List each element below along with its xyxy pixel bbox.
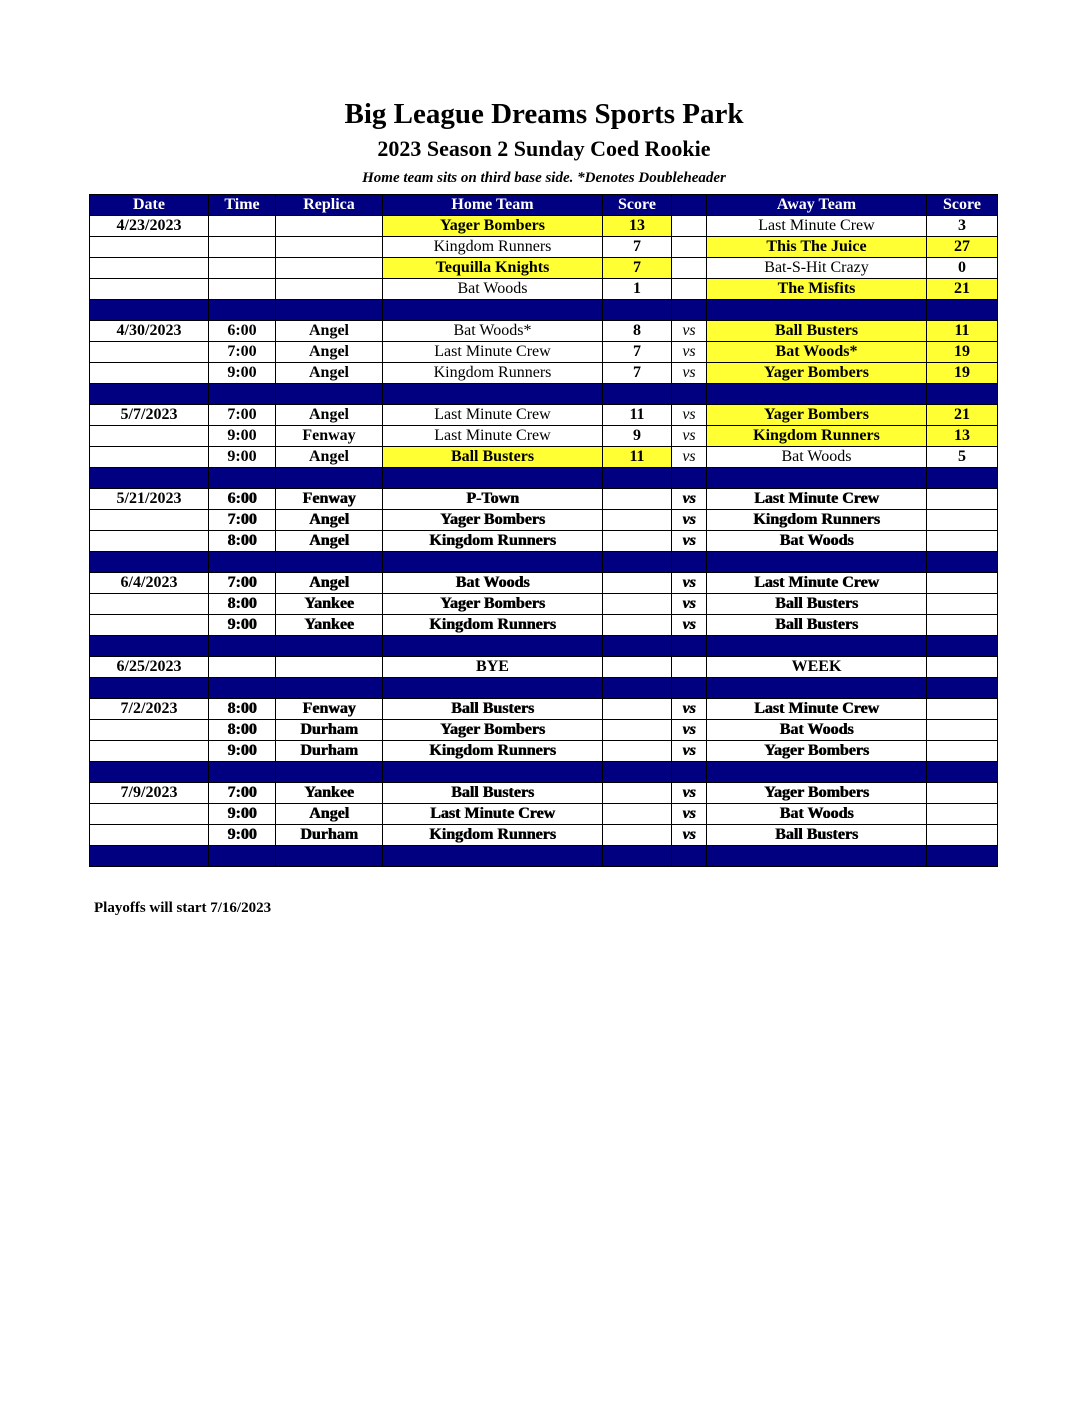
separator-cell	[90, 468, 209, 489]
table-row	[90, 594, 998, 615]
replica-cell: Durham	[276, 741, 383, 762]
separator-cell	[672, 468, 707, 489]
away-score-cell: 19	[927, 342, 998, 363]
home-team-cell: P-Town	[383, 489, 603, 510]
table-row	[90, 447, 998, 468]
away-team-cell: Yager Bombers	[707, 405, 927, 426]
time-cell	[209, 279, 276, 300]
vs-cell: vs	[672, 426, 707, 447]
week-separator-row	[90, 468, 998, 489]
away-team-cell: Last Minute Crew	[707, 216, 927, 237]
home-team-cell: Last Minute Crew	[383, 405, 603, 426]
date-cell: 5/21/2023	[90, 489, 209, 510]
away-team-cell: Last Minute Crew	[707, 699, 927, 720]
away-score-cell: 13	[927, 426, 998, 447]
date-cell	[90, 279, 209, 300]
replica-cell: Angel	[276, 510, 383, 531]
date-cell	[90, 237, 209, 258]
separator-cell	[276, 678, 383, 699]
time-cell: 8:00	[209, 594, 276, 615]
date-cell	[90, 615, 209, 636]
date-cell	[90, 447, 209, 468]
date-cell: 6/25/2023	[90, 657, 209, 678]
away-team-cell: Bat Woods	[707, 720, 927, 741]
home-team-cell: Kingdom Runners	[383, 615, 603, 636]
column-header-date: Date	[90, 195, 209, 216]
away-score-cell	[927, 510, 998, 531]
separator-cell	[672, 300, 707, 321]
separator-cell	[383, 300, 603, 321]
separator-cell	[672, 762, 707, 783]
separator-cell	[383, 384, 603, 405]
page-subtitle: 2023 Season 2 Sunday Coed Rookie	[377, 136, 711, 161]
time-cell	[209, 657, 276, 678]
week-separator-row	[90, 552, 998, 573]
time-cell: 8:00	[209, 699, 276, 720]
time-cell: 9:00	[209, 363, 276, 384]
table-row	[90, 573, 998, 594]
home-team-cell: Bat Woods	[383, 279, 603, 300]
replica-cell: Yankee	[276, 783, 383, 804]
separator-cell	[672, 636, 707, 657]
date-cell: 6/4/2023	[90, 573, 209, 594]
vs-cell	[672, 216, 707, 237]
separator-cell	[383, 678, 603, 699]
time-cell: 9:00	[209, 426, 276, 447]
separator-cell	[707, 846, 927, 867]
separator-cell	[90, 636, 209, 657]
separator-cell	[707, 300, 927, 321]
separator-cell	[672, 846, 707, 867]
away-team-cell: Ball Busters	[707, 321, 927, 342]
playoffs-note: Playoffs will start 7/16/2023	[94, 900, 272, 916]
replica-cell: Angel	[276, 447, 383, 468]
away-score-cell	[927, 699, 998, 720]
replica-cell: Angel	[276, 804, 383, 825]
time-cell: 8:00	[209, 720, 276, 741]
separator-cell	[707, 552, 927, 573]
week-separator-row	[90, 384, 998, 405]
separator-cell	[209, 300, 276, 321]
table-header-row	[90, 195, 998, 216]
home-score-cell: 13	[603, 216, 672, 237]
table-row	[90, 489, 998, 510]
away-team-cell: Bat Woods*	[707, 342, 927, 363]
away-score-cell	[927, 720, 998, 741]
vs-cell: vs	[672, 699, 707, 720]
separator-cell	[383, 636, 603, 657]
away-team-cell: Bat Woods	[707, 804, 927, 825]
time-cell	[209, 237, 276, 258]
away-score-cell: 0	[927, 258, 998, 279]
away-score-cell: 11	[927, 321, 998, 342]
away-team-cell: Kingdom Runners	[707, 510, 927, 531]
vs-cell: vs	[672, 783, 707, 804]
away-team-cell: This The Juice	[707, 237, 927, 258]
separator-cell	[383, 468, 603, 489]
separator-cell	[927, 552, 998, 573]
away-score-cell	[927, 531, 998, 552]
away-score-cell	[927, 741, 998, 762]
away-team-cell: Yager Bombers	[707, 741, 927, 762]
home-team-cell: Yager Bombers	[383, 594, 603, 615]
away-score-cell	[927, 615, 998, 636]
separator-cell	[603, 552, 672, 573]
time-cell: 9:00	[209, 615, 276, 636]
week-separator-row	[90, 762, 998, 783]
date-cell	[90, 594, 209, 615]
vs-cell: vs	[672, 804, 707, 825]
away-score-cell: 21	[927, 279, 998, 300]
table-row	[90, 258, 998, 279]
vs-cell: vs	[672, 531, 707, 552]
away-team-cell: Kingdom Runners	[707, 426, 927, 447]
away-score-cell: 3	[927, 216, 998, 237]
away-team-cell: Ball Busters	[707, 594, 927, 615]
home-score-cell: 7	[603, 363, 672, 384]
separator-cell	[209, 552, 276, 573]
table-row	[90, 363, 998, 384]
away-team-cell: The Misfits	[707, 279, 927, 300]
column-header-replica: Replica	[276, 195, 383, 216]
separator-cell	[927, 846, 998, 867]
replica-cell: Fenway	[276, 699, 383, 720]
vs-cell: vs	[672, 321, 707, 342]
date-cell: 4/30/2023	[90, 321, 209, 342]
replica-cell: Fenway	[276, 426, 383, 447]
separator-cell	[603, 678, 672, 699]
table-row	[90, 657, 998, 678]
away-score-cell	[927, 594, 998, 615]
away-score-cell	[927, 825, 998, 846]
home-team-cell: Kingdom Runners	[383, 825, 603, 846]
vs-cell	[672, 258, 707, 279]
vs-cell	[672, 279, 707, 300]
replica-cell: Yankee	[276, 594, 383, 615]
away-team-cell: Last Minute Crew	[707, 489, 927, 510]
separator-cell	[276, 300, 383, 321]
separator-cell	[90, 300, 209, 321]
replica-cell: Angel	[276, 321, 383, 342]
separator-cell	[707, 384, 927, 405]
home-team-cell: Last Minute Crew	[383, 804, 603, 825]
time-cell: 9:00	[209, 447, 276, 468]
date-cell	[90, 720, 209, 741]
separator-cell	[603, 300, 672, 321]
separator-cell	[927, 384, 998, 405]
week-separator-row	[90, 636, 998, 657]
separator-cell	[276, 384, 383, 405]
time-cell: 9:00	[209, 741, 276, 762]
separator-cell	[927, 678, 998, 699]
week-separator-row	[90, 300, 998, 321]
vs-cell: vs	[672, 594, 707, 615]
separator-cell	[383, 846, 603, 867]
separator-cell	[927, 300, 998, 321]
away-team-cell: Yager Bombers	[707, 783, 927, 804]
time-cell: 9:00	[209, 825, 276, 846]
away-score-cell: 19	[927, 363, 998, 384]
home-score-cell	[603, 783, 672, 804]
replica-cell: Fenway	[276, 489, 383, 510]
vs-cell: vs	[672, 510, 707, 531]
away-team-cell: Ball Busters	[707, 615, 927, 636]
separator-cell	[276, 846, 383, 867]
table-row	[90, 825, 998, 846]
home-score-cell: 9	[603, 426, 672, 447]
separator-cell	[603, 762, 672, 783]
separator-cell	[383, 552, 603, 573]
separator-cell	[276, 468, 383, 489]
separator-cell	[90, 384, 209, 405]
table-row	[90, 279, 998, 300]
separator-cell	[90, 678, 209, 699]
table-row	[90, 426, 998, 447]
home-score-cell	[603, 573, 672, 594]
time-cell: 6:00	[209, 489, 276, 510]
replica-cell: Yankee	[276, 615, 383, 636]
separator-cell	[276, 552, 383, 573]
home-team-cell: Bat Woods	[383, 573, 603, 594]
date-cell: 4/23/2023	[90, 216, 209, 237]
replica-cell: Angel	[276, 573, 383, 594]
home-score-cell	[603, 741, 672, 762]
away-score-cell: 21	[927, 405, 998, 426]
replica-cell: Angel	[276, 363, 383, 384]
table-row	[90, 699, 998, 720]
home-team-cell: Kingdom Runners	[383, 363, 603, 384]
date-cell	[90, 531, 209, 552]
away-score-cell	[927, 657, 998, 678]
home-score-cell	[603, 489, 672, 510]
away-team-cell: Bat-S-Hit Crazy	[707, 258, 927, 279]
home-score-cell: 1	[603, 279, 672, 300]
away-team-cell: Last Minute Crew	[707, 573, 927, 594]
separator-cell	[603, 636, 672, 657]
separator-cell	[707, 636, 927, 657]
time-cell: 9:00	[209, 804, 276, 825]
away-team-cell: WEEK	[707, 657, 927, 678]
vs-cell: vs	[672, 720, 707, 741]
home-score-cell	[603, 657, 672, 678]
column-header-home-score: Score	[603, 195, 672, 216]
home-team-cell: Last Minute Crew	[383, 426, 603, 447]
time-cell: 7:00	[209, 510, 276, 531]
vs-cell	[672, 237, 707, 258]
column-header-home-team: Home Team	[383, 195, 603, 216]
home-team-cell: Bat Woods*	[383, 321, 603, 342]
separator-cell	[672, 552, 707, 573]
separator-cell	[707, 762, 927, 783]
vs-cell: vs	[672, 573, 707, 594]
home-team-cell: Yager Bombers	[383, 216, 603, 237]
table-row	[90, 615, 998, 636]
date-cell	[90, 804, 209, 825]
schedule-table	[89, 194, 998, 867]
away-score-cell	[927, 489, 998, 510]
time-cell	[209, 258, 276, 279]
separator-cell	[672, 678, 707, 699]
separator-cell	[276, 636, 383, 657]
date-cell	[90, 825, 209, 846]
home-team-cell: Tequilla Knights	[383, 258, 603, 279]
table-row	[90, 783, 998, 804]
replica-cell: Angel	[276, 342, 383, 363]
date-cell: 7/2/2023	[90, 699, 209, 720]
time-cell: 7:00	[209, 783, 276, 804]
separator-cell	[603, 846, 672, 867]
home-score-cell: 7	[603, 342, 672, 363]
vs-cell: vs	[672, 447, 707, 468]
date-cell	[90, 426, 209, 447]
replica-cell	[276, 279, 383, 300]
vs-cell: vs	[672, 342, 707, 363]
replica-cell	[276, 657, 383, 678]
separator-cell	[276, 762, 383, 783]
separator-cell	[603, 384, 672, 405]
home-score-cell	[603, 510, 672, 531]
date-cell	[90, 741, 209, 762]
replica-cell	[276, 216, 383, 237]
column-header-vs	[672, 195, 707, 216]
separator-cell	[927, 762, 998, 783]
separator-cell	[209, 384, 276, 405]
home-score-cell: 11	[603, 405, 672, 426]
home-score-cell: 8	[603, 321, 672, 342]
home-team-cell: Ball Busters	[383, 699, 603, 720]
separator-cell	[603, 468, 672, 489]
vs-cell: vs	[672, 489, 707, 510]
schedule-note: Home team sits on third base side. *Denotes Doubleheader	[362, 170, 726, 186]
home-team-cell: Kingdom Runners	[383, 237, 603, 258]
time-cell: 8:00	[209, 531, 276, 552]
away-team-cell: Yager Bombers	[707, 363, 927, 384]
replica-cell: Angel	[276, 531, 383, 552]
time-cell: 7:00	[209, 405, 276, 426]
separator-cell	[90, 552, 209, 573]
home-team-cell: Kingdom Runners	[383, 741, 603, 762]
column-header-away-team: Away Team	[707, 195, 927, 216]
separator-cell	[90, 762, 209, 783]
home-team-cell: Last Minute Crew	[383, 342, 603, 363]
table-row	[90, 405, 998, 426]
separator-cell	[90, 846, 209, 867]
home-score-cell	[603, 825, 672, 846]
vs-cell: vs	[672, 405, 707, 426]
home-score-cell	[603, 615, 672, 636]
separator-cell	[927, 636, 998, 657]
separator-cell	[209, 846, 276, 867]
vs-cell: vs	[672, 741, 707, 762]
home-score-cell	[603, 804, 672, 825]
replica-cell	[276, 258, 383, 279]
separator-cell	[209, 636, 276, 657]
away-team-cell: Bat Woods	[707, 531, 927, 552]
column-header-time: Time	[209, 195, 276, 216]
vs-cell: vs	[672, 825, 707, 846]
separator-cell	[209, 678, 276, 699]
table-row	[90, 531, 998, 552]
table-row	[90, 804, 998, 825]
separator-cell	[672, 384, 707, 405]
table-row	[90, 216, 998, 237]
replica-cell	[276, 237, 383, 258]
home-team-cell: Kingdom Runners	[383, 531, 603, 552]
column-header-away-score: Score	[927, 195, 998, 216]
date-cell	[90, 342, 209, 363]
week-separator-row	[90, 678, 998, 699]
separator-cell	[707, 678, 927, 699]
home-score-cell: 7	[603, 258, 672, 279]
date-cell	[90, 510, 209, 531]
home-team-cell: Yager Bombers	[383, 720, 603, 741]
replica-cell: Angel	[276, 405, 383, 426]
table-row	[90, 741, 998, 762]
away-score-cell: 5	[927, 447, 998, 468]
table-row	[90, 720, 998, 741]
separator-cell	[209, 468, 276, 489]
date-cell	[90, 363, 209, 384]
date-cell: 7/9/2023	[90, 783, 209, 804]
time-cell	[209, 216, 276, 237]
time-cell: 7:00	[209, 342, 276, 363]
page-title: Big League Dreams Sports Park	[344, 98, 744, 130]
vs-cell: vs	[672, 363, 707, 384]
separator-cell	[209, 762, 276, 783]
away-score-cell	[927, 783, 998, 804]
home-score-cell	[603, 699, 672, 720]
week-separator-row	[90, 846, 998, 867]
separator-cell	[927, 468, 998, 489]
home-score-cell	[603, 594, 672, 615]
home-score-cell	[603, 531, 672, 552]
time-cell: 7:00	[209, 573, 276, 594]
away-team-cell: Bat Woods	[707, 447, 927, 468]
replica-cell: Durham	[276, 720, 383, 741]
date-cell: 5/7/2023	[90, 405, 209, 426]
table-row	[90, 342, 998, 363]
table-row	[90, 510, 998, 531]
away-score-cell: 27	[927, 237, 998, 258]
time-cell: 6:00	[209, 321, 276, 342]
home-score-cell: 7	[603, 237, 672, 258]
home-team-cell: Ball Busters	[383, 783, 603, 804]
away-score-cell	[927, 573, 998, 594]
date-cell	[90, 258, 209, 279]
separator-cell	[383, 762, 603, 783]
home-team-cell: BYE	[383, 657, 603, 678]
home-score-cell	[603, 720, 672, 741]
home-score-cell: 11	[603, 447, 672, 468]
vs-cell: vs	[672, 615, 707, 636]
away-team-cell: Ball Busters	[707, 825, 927, 846]
away-score-cell	[927, 804, 998, 825]
replica-cell: Durham	[276, 825, 383, 846]
table-row	[90, 237, 998, 258]
home-team-cell: Yager Bombers	[383, 510, 603, 531]
vs-cell	[672, 657, 707, 678]
home-team-cell: Ball Busters	[383, 447, 603, 468]
table-row	[90, 321, 998, 342]
separator-cell	[707, 468, 927, 489]
